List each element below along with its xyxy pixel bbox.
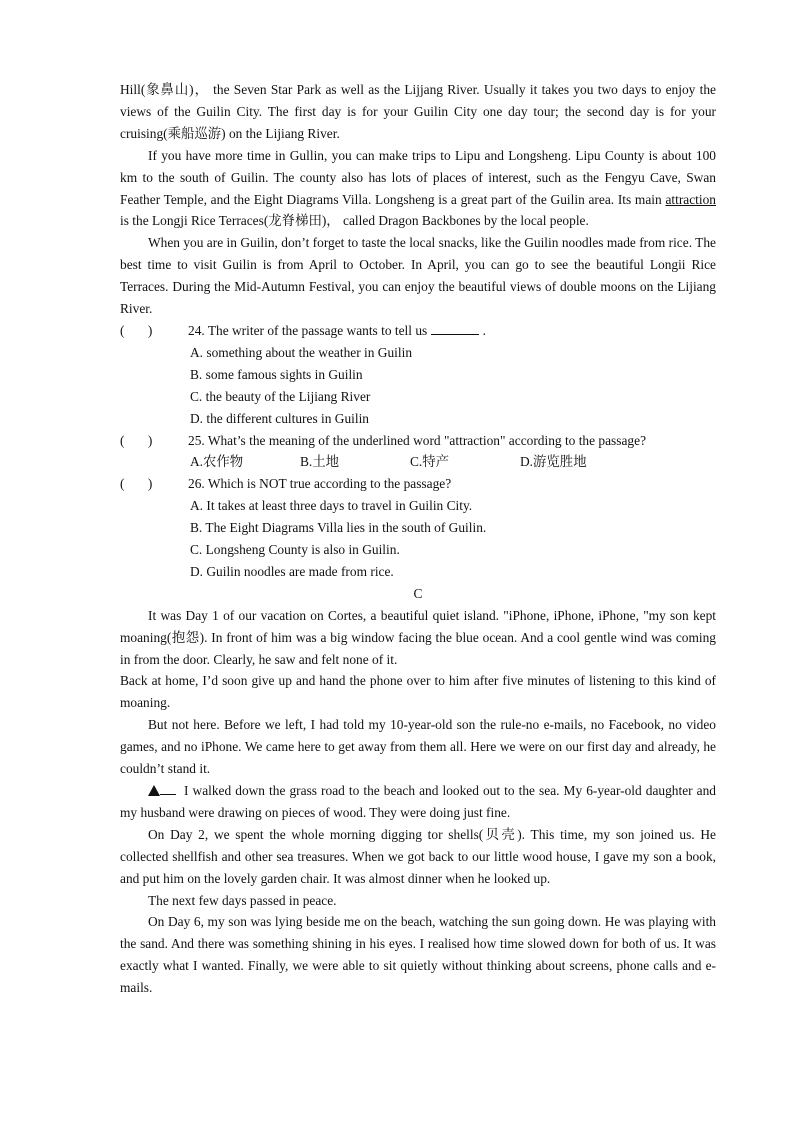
question-24	[120, 320, 716, 342]
paragraph-text: I walked down the grass road to the beach and looked out to the sea. My 6-year-old daughter and my husband were drawing on pieces of wood. They were doing just fine.	[120, 783, 716, 820]
question-text-tail: .	[479, 322, 486, 338]
underlined-word-attraction: attraction	[665, 191, 716, 207]
option-b: B. some famous sights in Guilin	[190, 366, 363, 382]
question-text: 24. The writer of the passage wants to tell us	[188, 322, 428, 338]
passage-b-paragraph-1: Hill(象鼻山)， the Seven Star Park as well as the Lijjang River. Usually it takes you two days to enjoy the views of the Guilin City. The first day is for your Guilin City one day tour; the second day is for your cruising(乘船巡游) on the Lijiang River.	[120, 82, 716, 141]
passage-c-paragraph-3: But not here. Before we left, I had told my 10-year-old son the rule-no e-mails, no Facebook, no video games, and no iPhone. We came here to get away from them all. Here we were on our first day and already, he couldn’t stand it.	[120, 717, 716, 777]
question-stem	[188, 320, 486, 342]
passage-b-paragraph-3: When you are in Guilin, don’t forget to taste the local snacks, like the Guilin noodles made from rice. The best time to visit Guilin is from April to October. In April, you can go to see the beautiful Longii Rice Terraces. During the Mid-Autumn Festival, you can enjoy the beautiful views of double moons on the Lijiang River.	[120, 235, 716, 317]
passage-c-paragraph-5: On Day 2, we spent the whole morning digging tor shells(贝壳). This time, my son joined us. He collected shellfish and other sea treasures. When we got back to our little wood house, I gave my son a book, and put him on the lovely garden chair. It was almost dinner when he looked up.	[120, 826, 716, 886]
passage-c-paragraph-7: On Day 6, my son was lying beside me on the beach, watching the sun going down. He was playing with the sand. And there was something shining in his eyes. I realised how time slowed down for both of us. It was exactly what I wanted. Finally, we were able to sit quietly without thinking about screens, phone calls and e-mails.	[120, 914, 716, 996]
option-a: A. It takes at least three days to travel in Guilin City.	[190, 498, 473, 514]
option-c: C. the beauty of the Lijiang River	[190, 388, 371, 404]
passage-b-paragraph-2	[120, 145, 716, 233]
answer-bracket[interactable]: ( )	[120, 476, 153, 492]
option-a: A.农作物	[190, 454, 244, 470]
answer-blank[interactable]	[431, 322, 479, 335]
answer-bracket[interactable]: ( )	[120, 322, 153, 338]
question-26	[120, 473, 716, 495]
option-c: C. Longsheng County is also in Guilin.	[190, 542, 400, 558]
option-d: D. Guilin noodles are made from rice.	[190, 563, 394, 579]
option-d: D. the different cultures in Guilin	[190, 410, 369, 426]
option-c: C.特产	[410, 454, 450, 470]
exam-page	[120, 79, 716, 999]
option-d: D.游览胜地	[520, 454, 587, 470]
paragraph-text: If you have more time in Gullin, you can make trips to Lipu and Longsheng. Lipu County is about 100 km to the south of Guilin. The county also has lots of places of interest, such as the Fengyu Cave, Swan Feather Temple, and the Eight Diagrams Villa. Longsheng is a great part of the Guilin area. Its main	[120, 147, 716, 207]
paragraph-text: is the Longji Rice Terraces(龙脊梯田)， called Dragon Backbones by the local people.	[120, 213, 589, 229]
passage-c-paragraph-2: Back at home, I’d soon give up and hand the phone over to him after five minutes of listening to this kind of moaning.	[120, 673, 716, 711]
question-stem: 25. What’s the meaning of the underlined word "attraction" according to the passage?	[188, 432, 647, 448]
answer-blank[interactable]	[160, 794, 176, 795]
triangle-marker-icon	[148, 785, 160, 796]
question-stem: 26. Which is NOT true according to the passage?	[188, 476, 452, 492]
option-b: B. The Eight Diagrams Villa lies in the south of Guilin.	[190, 520, 487, 536]
answer-bracket[interactable]: ( )	[120, 432, 153, 448]
options-row	[120, 451, 716, 473]
option-a: A. something about the weather in Guilin	[190, 344, 413, 360]
option-b: B.土地	[300, 454, 340, 470]
passage-c-paragraph-6: The next few days passed in peace.	[148, 892, 337, 908]
passage-c-paragraph-4	[120, 780, 716, 824]
passage-c-paragraph-1: It was Day 1 of our vacation on Cortes, a beautiful quiet island. "iPhone, iPhone, iPhone, "my son kept moaning(抱怨). In front of him was a big window facing the blue ocean. And a cool gentle wind was coming in from the door. Clearly, he saw and felt none of it.	[120, 607, 716, 667]
section-title: C	[413, 585, 423, 601]
question-25	[120, 430, 716, 452]
